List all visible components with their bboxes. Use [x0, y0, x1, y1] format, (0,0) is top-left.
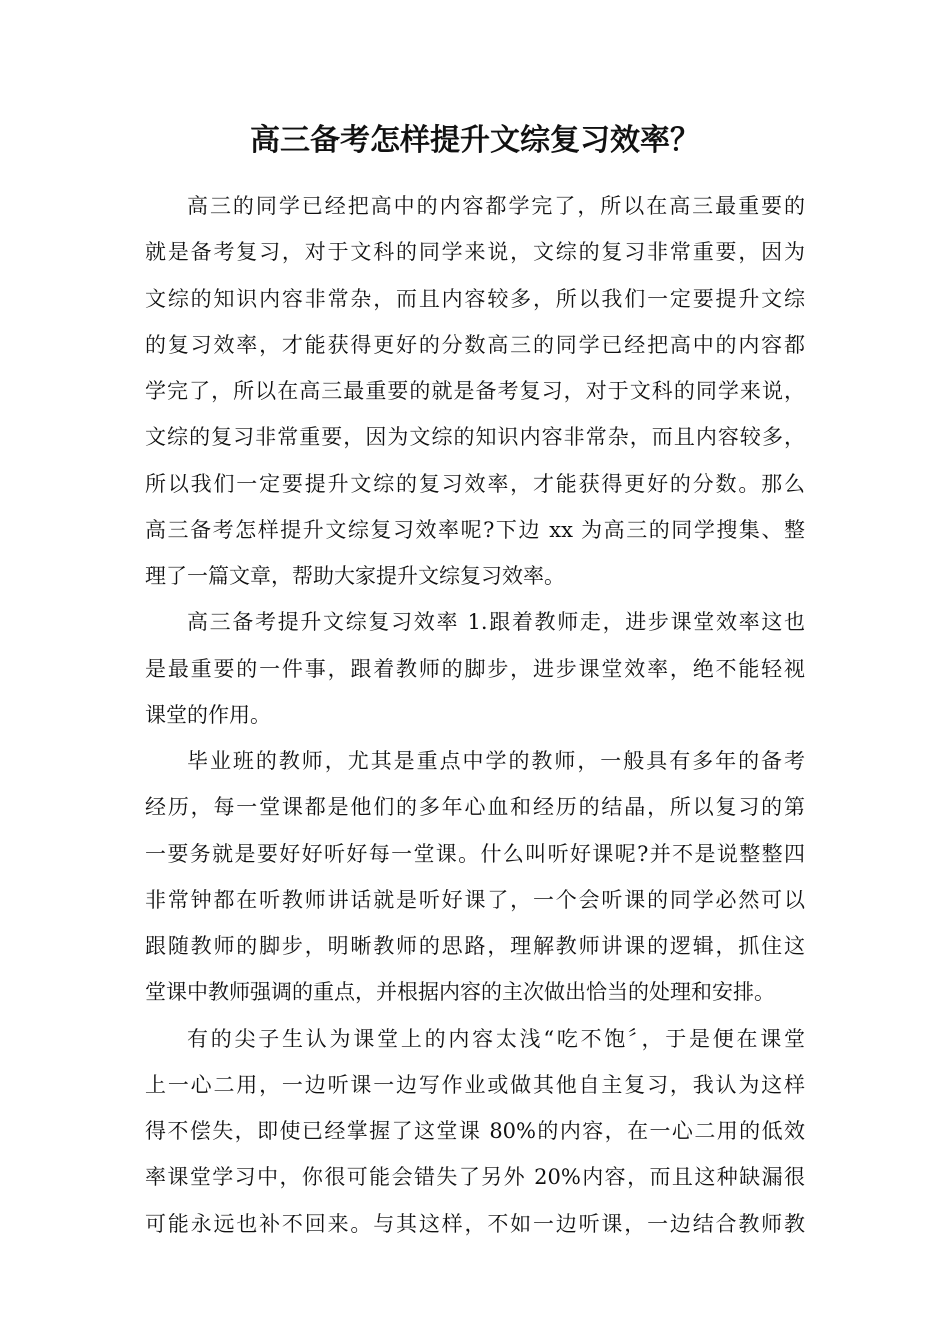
text-line: 有的尖子生认为课堂上的内容太浅“吃不饱〞，于是便在课堂	[187, 1026, 805, 1051]
text-line: 是最重要的一件事，跟着教师的脚步，进步课堂效率，绝不能轻视	[145, 656, 805, 681]
text-line: 堂课中教师强调的重点，并根据内容的主次做出恰当的处理和安排。	[145, 980, 775, 1005]
paragraph	[145, 738, 805, 1016]
text-line: 课堂的作用。	[145, 702, 271, 727]
text-line: 文综的知识内容非常杂，而且内容较多，所以我们一定要提升文综	[145, 286, 805, 311]
text-line: 理了一篇文章，帮助大家提升文综复习效率。	[145, 564, 565, 588]
text-line: 率课堂学习中，你很可能会错失了另外 20%内容，而且这种缺漏很	[145, 1165, 805, 1190]
text-line: 得不偿失，即使已经掌握了这堂课 80%的内容，在一心二用的低效	[145, 1119, 805, 1143]
paragraph	[145, 183, 805, 599]
text-line: 的复习效率，才能获得更好的分数高三的同学已经把高中的内容都	[145, 332, 805, 357]
text-line: 可能永远也补不回来。与其这样，不如一边听课，一边结合教师教	[145, 1211, 805, 1236]
paragraph	[145, 1016, 805, 1247]
text-line: 高三备考怎样提升文综复习效率呢?下边 xx 为高三的同学搜集、整	[145, 517, 805, 542]
text-line: 上一心二用，一边听课一边写作业或做其他自主复习，我认为这样	[145, 1072, 805, 1097]
text-line: 经历，每一堂课都是他们的多年心血和经历的结晶，所以复习的第	[145, 795, 805, 820]
text-line: 所以我们一定要提升文综的复习效率，才能获得更好的分数。那么	[145, 471, 805, 496]
text-line: 文综的复习非常重要，因为文综的知识内容非常杂，而且内容较多，	[145, 425, 805, 450]
text-line: 高三的同学已经把高中的内容都学完了，所以在高三最重要的	[187, 194, 805, 218]
document-body	[145, 183, 805, 1247]
text-line: 毕业班的教师，尤其是重点中学的教师，一般具有多年的备考	[187, 749, 805, 773]
paragraph	[145, 599, 805, 738]
text-line: 非常钟都在听教师讲话就是听好课了，一个会听课的同学必然可以	[145, 887, 805, 912]
text-line: 跟随教师的脚步，明晰教师的思路，理解教师讲课的逻辑，抓住这	[145, 934, 805, 958]
document-title: 高三备考怎样提升文综复习效率？	[250, 123, 700, 158]
text-line: 学完了，所以在高三最重要的就是备考复习，对于文科的同学来说，	[145, 379, 805, 403]
text-line: 就是备考复习，对于文科的同学来说，文综的复习非常重要，因为	[145, 240, 805, 265]
text-line: 一要务就是要好好听好每一堂课。什么叫听好课呢?并不是说整整四	[145, 841, 805, 866]
text-line: 高三备考提升文综复习效率 1.跟着教师走，进步课堂效率这也	[187, 610, 805, 635]
